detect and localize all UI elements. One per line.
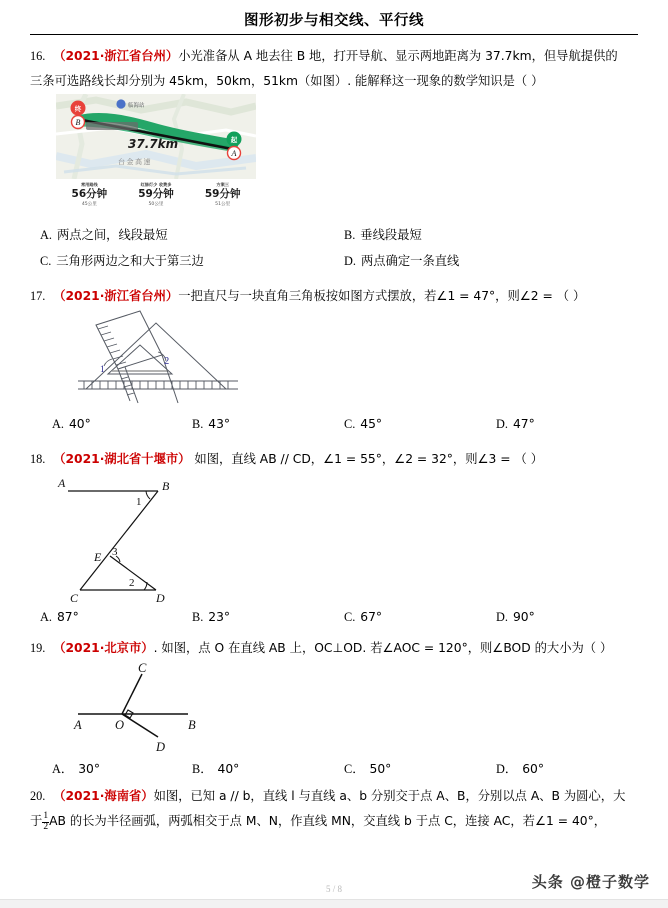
question-18	[30, 447, 638, 630]
navigation-map-image	[56, 94, 256, 179]
point-c-label: C	[138, 661, 147, 675]
map-point-a: A	[231, 149, 237, 158]
point-o-label: O	[115, 718, 125, 732]
question-18-option-d[interactable]	[486, 604, 638, 630]
question-17-option-b[interactable]	[182, 411, 334, 437]
option-label: 两点之间，线段最短	[56, 228, 168, 242]
title-divider	[30, 34, 638, 35]
question-19-option-c[interactable]	[334, 756, 486, 782]
option-key: B．	[192, 762, 213, 776]
question-17-stem	[30, 284, 638, 309]
option-key: B.	[192, 610, 204, 624]
route-options-bar	[56, 181, 256, 209]
question-20-number: 20.	[30, 789, 46, 803]
map-end-marker: 终	[74, 105, 82, 113]
option-label: 40°	[217, 762, 240, 776]
question-20-source: （2021·海南省）	[53, 789, 154, 803]
point-b-label: B	[162, 479, 170, 493]
point-b-label: B	[188, 718, 196, 732]
map-distance-label: 37.7km	[128, 137, 179, 151]
route-distance: 51公里	[215, 202, 231, 207]
question-20-stem	[30, 784, 638, 834]
option-key: D.	[496, 417, 508, 431]
option-label: 87°	[56, 610, 79, 624]
angle-3-label: 3	[112, 546, 118, 558]
option-label: 50°	[369, 762, 392, 776]
point-e-label: E	[94, 550, 102, 564]
question-19-source: （2021·北京市）	[53, 641, 154, 655]
option-label: 45°	[360, 417, 383, 431]
point-c-label: C	[70, 591, 79, 604]
question-16-option-c[interactable]	[30, 248, 334, 274]
question-18-option-c[interactable]	[334, 604, 486, 630]
question-16-stem	[30, 44, 638, 94]
angle-1-label: 1	[136, 496, 142, 508]
question-16-source: （2021·浙江省台州）	[53, 49, 179, 63]
question-19-stem	[30, 636, 638, 661]
question-19	[30, 636, 638, 782]
point-d-label: D	[156, 591, 165, 604]
question-20-text-line1: 如图，已知 a // b，直线 l 与直线 a、b 分别交于点 A、B，分别以点 A、B 为圆心，大	[153, 789, 626, 803]
route-name: 方案三	[216, 182, 229, 187]
option-label: 47°	[512, 417, 535, 431]
route-time: 59分钟	[138, 188, 174, 200]
question-20-text-suffix: AB 的长为半径画弧，两弧相交于点 M、N，作直线 MN，交直线 b 于点 C，连接 AC，若∠1 = 40°，	[49, 814, 607, 828]
question-17-source: （2021·浙江省台州）	[53, 289, 179, 303]
question-17-figure	[78, 309, 638, 407]
point-a-label: A	[58, 476, 66, 490]
option-label: 40°	[68, 417, 91, 431]
point-d-label: D	[156, 740, 166, 754]
watermark: 头条 @橙子数学	[531, 873, 650, 891]
route-distance: 50公里	[148, 202, 164, 207]
map-point-b: B	[75, 118, 81, 127]
route-option[interactable]	[189, 181, 256, 209]
map-highway-label: 台金高速	[118, 158, 152, 166]
option-key: D.	[496, 610, 508, 624]
ruler-triangle-graphic	[78, 309, 278, 407]
route-time: 56分钟	[71, 188, 108, 200]
fraction-denominator: 2	[43, 822, 49, 833]
question-19-option-b[interactable]	[182, 756, 334, 782]
option-key: B.	[192, 417, 204, 431]
question-20	[30, 784, 638, 834]
question-16	[30, 44, 638, 274]
route-name: 红绿灯少 收费多	[140, 182, 172, 187]
map-poi-label: 临海站	[128, 103, 145, 109]
question-17-options	[30, 411, 638, 437]
option-key: D.	[344, 254, 356, 268]
question-16-option-b[interactable]	[334, 222, 638, 248]
angle-2-label: 2	[129, 577, 135, 589]
map-start-marker: 起	[230, 136, 238, 144]
option-label: 两点确定一条直线	[360, 254, 460, 268]
question-18-stem	[30, 447, 638, 472]
question-18-figure	[40, 472, 638, 604]
option-key: A.	[40, 610, 52, 624]
point-a-label: A	[74, 718, 82, 732]
question-19-number: 19.	[30, 641, 46, 655]
option-key: D．	[496, 762, 518, 776]
route-distance: 45公里	[81, 202, 97, 207]
question-18-source: （2021·湖北省十堰市）	[53, 452, 191, 466]
question-16-figure	[56, 94, 256, 214]
bottom-edge	[0, 899, 668, 908]
question-18-text: 如图，直线 AB // CD，∠1 = 55°，∠2 = 32°，则∠3 = （ ）	[194, 452, 543, 466]
question-18-number: 18.	[30, 452, 46, 466]
question-17	[30, 284, 638, 437]
zigzag-graphic	[40, 472, 250, 604]
question-16-option-a[interactable]	[30, 222, 334, 248]
route-name: 常用路线	[80, 182, 98, 187]
page-number: 5 / 8	[325, 884, 342, 894]
map-graphic	[56, 94, 256, 179]
option-label: 30°	[78, 762, 100, 776]
option-key: A.	[52, 417, 64, 431]
perpendicular-rays-graphic	[60, 661, 250, 756]
question-19-options	[30, 756, 638, 782]
question-18-options	[30, 604, 638, 630]
option-label: 60°	[522, 762, 544, 776]
option-label: 90°	[512, 610, 535, 624]
option-key: A．	[52, 762, 74, 776]
route-option[interactable]	[123, 181, 190, 209]
option-key: C.	[344, 610, 356, 624]
question-19-text: . 如图，点 O 在直线 AB 上，OC⊥OD. 若∠AOC = 120°，则∠BOD 的大小为（ ）	[153, 641, 613, 655]
page-title: 图形初步与相交线、平行线	[244, 13, 424, 29]
option-key: A.	[40, 228, 52, 242]
fraction-numerator: 1	[43, 811, 49, 822]
question-17-option-a[interactable]	[30, 411, 182, 437]
question-19-option-a[interactable]	[30, 756, 182, 782]
question-17-text: 一把直尺与一块直角三角板按如图方式摆放，若∠1 = 47°，则∠2 = （ ）	[178, 289, 586, 303]
question-19-figure	[60, 661, 638, 756]
question-18-option-a[interactable]	[30, 604, 182, 630]
route-time: 59分钟	[204, 188, 241, 200]
angle-2-label: 2	[164, 356, 170, 367]
angle-1-label: 1	[100, 365, 105, 375]
option-key: C.	[40, 254, 52, 268]
question-16-option-d[interactable]	[334, 248, 638, 274]
question-18-option-b[interactable]	[182, 604, 334, 630]
question-16-number: 16.	[30, 49, 46, 63]
question-16-text-line2: 三条可选路线长却分别为 45km，50km，51km（如图）. 能解释这一现象的数学知识是（ ）	[30, 74, 544, 88]
option-label: 三角形两边之和大于第三边	[56, 254, 204, 268]
option-label: 43°	[208, 417, 231, 431]
route-option[interactable]	[56, 181, 123, 209]
option-key: B.	[344, 228, 356, 242]
option-key: C．	[344, 762, 365, 776]
option-label: 垂线段最短	[360, 228, 422, 242]
question-16-options-row2	[30, 248, 638, 274]
question-16-options-row1	[30, 222, 638, 248]
option-key: C.	[344, 417, 356, 431]
option-label: 23°	[208, 610, 231, 624]
question-19-option-d[interactable]	[486, 756, 638, 782]
question-16-text-line1: 小光准备从 A 地去往 B 地，打开导航、显示两地距离为 37.7km，但导航提供的	[178, 49, 618, 63]
question-17-number: 17.	[30, 289, 46, 303]
option-label: 67°	[360, 610, 383, 624]
question-17-option-c[interactable]	[334, 411, 486, 437]
question-20-text-prefix: 于	[30, 814, 43, 828]
question-17-option-d[interactable]	[486, 411, 638, 437]
